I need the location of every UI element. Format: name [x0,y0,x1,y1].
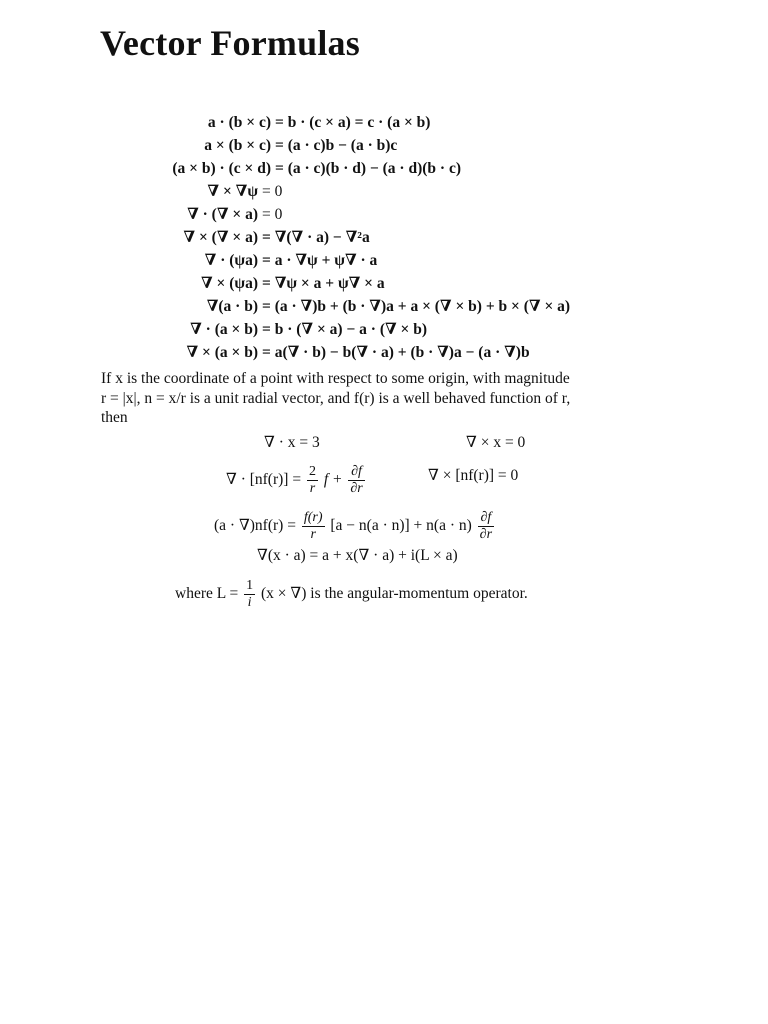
identity-rhs: = (a · c)b − (a · b)c [275,137,398,154]
identity-rhs: = (a · ∇)b + (b · ∇)a + a × (∇ × b) + b × (∇ × a) [262,298,571,315]
identity-lhs: (a × b) · (c × d) [172,160,271,177]
fraction [302,510,325,543]
div-x-formula: ∇ · x = 3 [264,434,320,451]
fraction-numerator: 2 [308,464,316,479]
identity-lhs: ∇ · (∇ × a) [187,206,258,223]
paragraph-line: If x is the coordinate of a point with respect to some origin, with magnitude [101,370,570,387]
fraction-numerator: f(r) [303,510,323,525]
identity-row [0,227,768,249]
adn-mid: [a − n(a · n)] + n(a · n) [330,517,472,535]
fraction-denominator: i [247,595,252,610]
identity-row [0,204,768,226]
identity-lhs: a × (b × c) [204,137,271,154]
identity-row [0,135,768,157]
identity-lhs: ∇(a · b) [206,298,258,315]
adn-lhs: (a · ∇)nf(r) = [214,517,296,535]
paragraph-line: r = |x|, n = x/r is a unit radial vector, and f(r) is a well behaved function of r, [101,389,571,407]
identity-row [0,250,768,272]
where-rhs: (x × ∇) is the angular-momentum operator. [261,585,528,603]
identity-row [0,319,768,341]
curl-x-formula: ∇ × x = 0 [466,434,526,451]
identity-row [0,296,768,318]
identity-rhs: = ∇ψ × a + ψ∇ × a [262,275,385,292]
radial-intro-paragraph [101,369,671,428]
identity-rhs: = 0 [262,183,283,200]
fraction [307,464,318,497]
identity-rhs: = b · (∇ × a) − a · (∇ × b) [262,321,428,338]
identity-lhs: a · (b × c) [207,114,271,131]
fraction-denominator: ∂r [479,527,493,542]
identity-lhs: ∇ × (∇ × a) [183,229,258,246]
paragraph-line: then [101,409,128,426]
fraction-numerator: ∂f [348,464,364,481]
identity-rhs: = b · (c × a) = c · (a × b) [275,114,431,131]
identity-lhs: ∇ · (a × b) [190,321,258,338]
div-nf-formula [226,464,367,497]
identity-rhs: = 0 [262,206,283,223]
identity-lhs: ∇ × (ψa) [201,275,258,292]
identity-row [0,181,768,203]
page-title: Vector Formulas [100,23,360,63]
identity-rhs: = a · ∇ψ + ψ∇ · a [262,252,378,269]
a-dot-grad-nf-formula [214,510,496,543]
angular-momentum-definition [175,578,528,611]
div-nf-mid: f + [323,471,343,489]
identity-row [0,112,768,134]
identity-rhs: = a(∇ · b) − b(∇ · a) + (b · ∇)a − (a · ∇)b [262,344,530,361]
fraction-numerator: ∂f [478,510,494,527]
div-nf-lhs: ∇ · [nf(r)] = [226,471,302,489]
fraction-denominator: ∂r [350,481,363,496]
fraction-denominator: r [309,481,316,496]
grad-x-dot-a-formula: ∇(x · a) = a + x(∇ · a) + i(L × a) [257,547,458,564]
identity-rhs: = ∇(∇ · a) − ∇²a [262,229,370,246]
fraction-denominator: r [310,527,316,542]
fraction [348,464,364,497]
identity-lhs: ∇ · (ψa) [204,252,258,269]
identity-row [0,273,768,295]
identity-lhs: ∇ × ∇ψ [207,183,258,200]
curl-nf-formula: ∇ × [nf(r)] = 0 [428,467,519,484]
fraction-numerator: 1 [246,578,254,593]
identity-rhs: = (a · c)(b · d) − (a · d)(b · c) [275,160,461,177]
fraction [244,578,255,611]
identity-row [0,342,768,364]
fraction [478,510,494,543]
identity-row [0,158,768,180]
identity-lhs: ∇ × (a × b) [186,344,258,361]
where-lhs: where L = [175,585,239,603]
